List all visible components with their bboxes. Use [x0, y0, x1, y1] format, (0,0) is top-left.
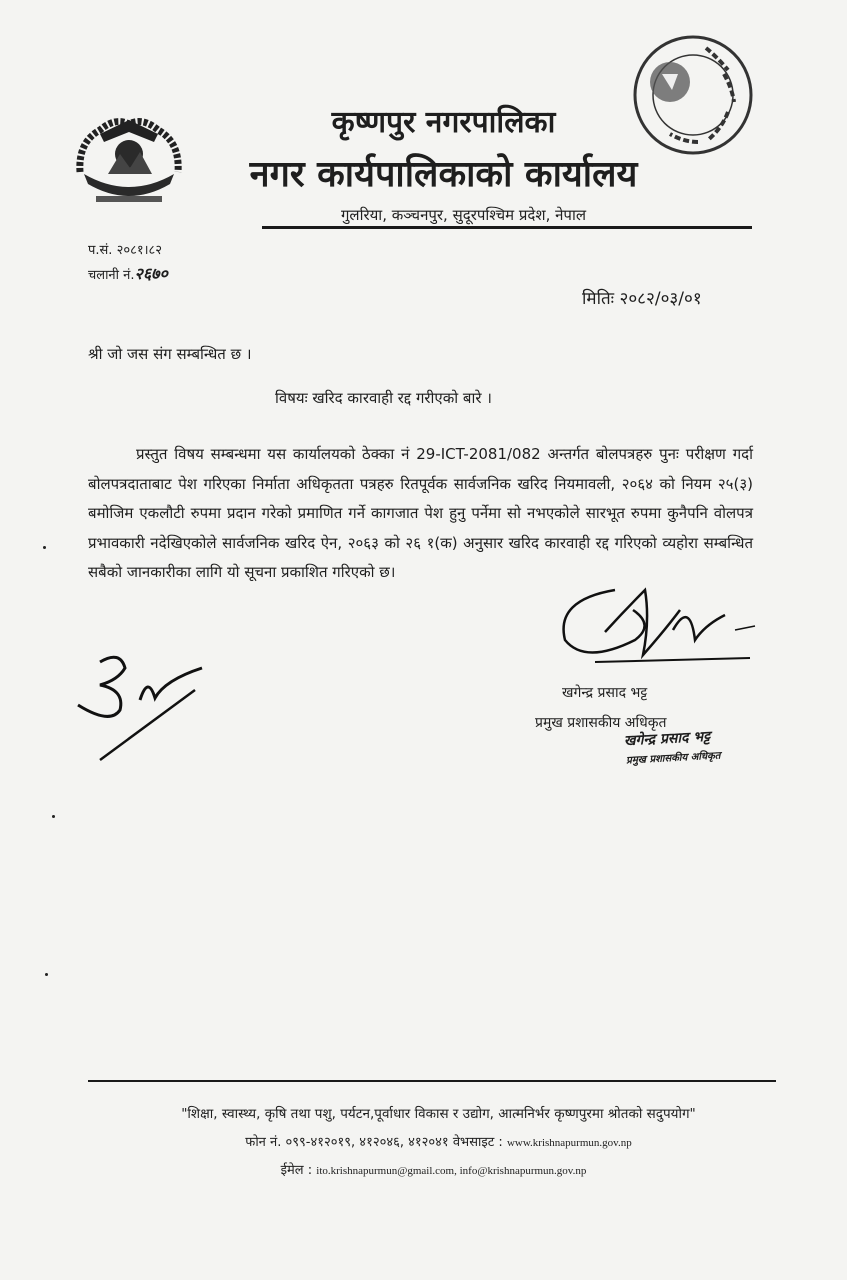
- office-address: गुलरिया, कञ्चनपुर, सुदूरपश्चिम प्रदेश, नेपाल: [340, 206, 587, 224]
- margin-dot: [52, 815, 55, 818]
- dispatch-label: चलानी नं.: [88, 268, 135, 283]
- stamp-name: खगेन्द्र प्रसाद भट्ट: [623, 728, 711, 750]
- letter-body: प्रस्तुत विषय सम्बन्धमा यस कार्यालयको ठेक्का नं 29-ICT-2081/082 अन्तर्गत बोलपत्रहरु पुनः परीक्षण गर्दा बोलपत्रदाताबाट पेश गरिएका निर्माता अधिकृतता पत्रहरु रितपूर्वक सार्वजनिक खरिद नियमावली, २०६४ को नियम २५(३) बमोजिम एकलौटी रुपमा प्रदान गरेको प्रमाणित गर्ने कागजात पेश हुनु पर्नेमा सो नभएकोले सारभूत रुपमा कुनैपनि वोलपत्र प्रभावकारी नदेखिएकोले सार्वजनिक खरिद ऐन, २०६३ को २६ १(क) अनुसार खरिद कारवाही रद्द गरिएको व्यहोरा सम्बन्धित सबैको जानकारीका लागि यो सूचना प्रकाशित गरिएको छ।: [88, 445, 753, 581]
- footer-contact: [0, 1132, 847, 1150]
- footer-motto: "शिक्षा, स्वास्थ्य, कृषि तथा पशु, पर्यटन,पूर्वाधार विकास र उद्योग, आत्मनिर्भर कृष्णपुरमा श्रोतको सदुपयोग": [181, 1106, 696, 1122]
- signer-name: खगेन्द्र प्रसाद भट्ट: [562, 685, 648, 701]
- letter-date: मितिः २०८२/०३/०१: [582, 289, 702, 309]
- header-divider: [262, 226, 752, 229]
- dispatch-number: [88, 262, 168, 284]
- subject-line: विषयः खरिद कारवाही रद्द गरीएको बारे ।: [275, 389, 492, 407]
- reference-number: प.सं. २०८१।८२: [88, 243, 163, 258]
- municipality-name: कृष्णपुर नगरपालिका: [331, 105, 556, 140]
- email-addresses[interactable]: ito.krishnapurmun@gmail.com, info@krishnapurmun.gov.np: [316, 1165, 587, 1177]
- footer-email: [0, 1160, 847, 1178]
- left-signature: [70, 650, 220, 770]
- website-link[interactable]: www.krishnapurmun.gov.np: [506, 1137, 632, 1149]
- recipient-line: श्री जो जस संग सम्बन्धित छ ।: [88, 345, 252, 363]
- email-label: ईमेल :: [280, 1163, 313, 1178]
- officer-signature: [555, 570, 765, 690]
- margin-dot: [45, 973, 48, 976]
- office-name: नगर कार्यपालिकाको कार्यालय: [249, 154, 638, 195]
- signer-title: प्रमुख प्रशासकीय अधिकृत: [535, 715, 667, 731]
- phone-numbers: फोन नं. ०९९-४१२०१९, ४१२०४६, ४१२०४१ वेभसाइट :: [245, 1135, 503, 1150]
- dispatch-value: २६७०: [134, 264, 168, 283]
- footer-divider: [88, 1080, 776, 1082]
- stamp-title: प्रमुख प्रशासकीय अधिकृत: [625, 750, 721, 767]
- margin-dot: [43, 546, 46, 549]
